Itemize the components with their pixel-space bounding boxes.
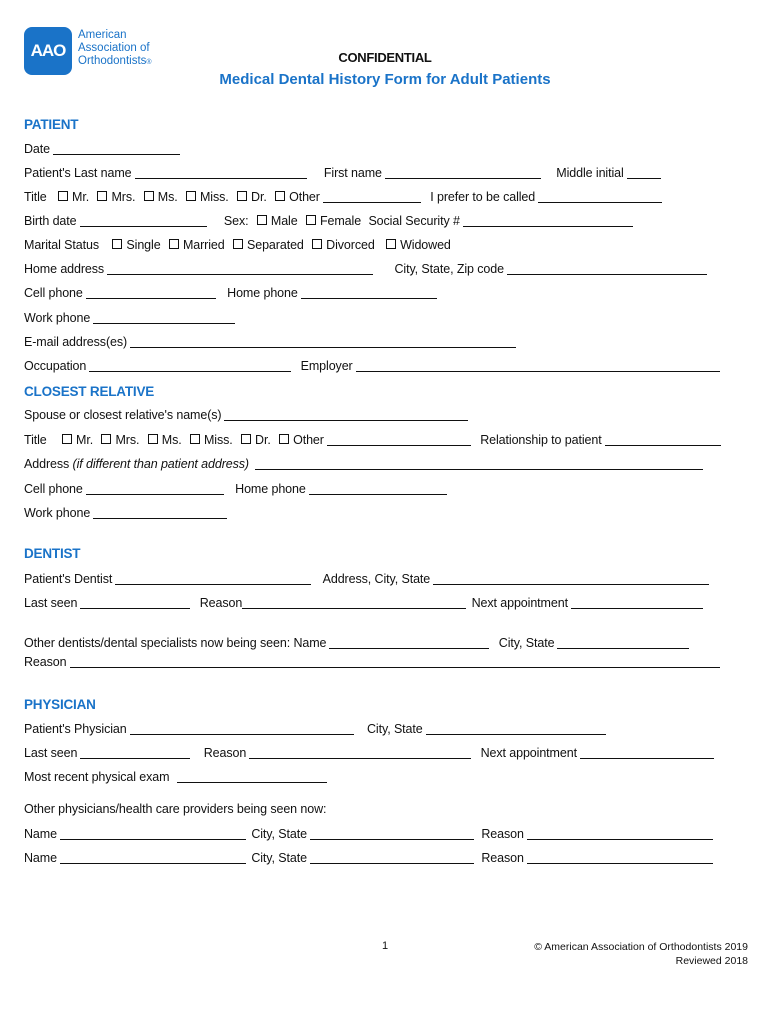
dentist-name-field[interactable] <box>115 573 311 585</box>
section-patient: PATIENT <box>24 117 79 132</box>
dentist-last-seen-field[interactable] <box>80 597 190 609</box>
cell-phone-field[interactable] <box>86 287 216 299</box>
email-field[interactable] <box>130 336 516 348</box>
provider-2-reason-field[interactable] <box>527 852 713 864</box>
occupation-row: Occupation Employer <box>24 359 720 373</box>
dr-checkbox[interactable] <box>237 191 247 201</box>
birth-date-field[interactable] <box>80 215 207 227</box>
section-physician: PHYSICIAN <box>24 697 96 712</box>
provider-1-reason-field[interactable] <box>527 828 713 840</box>
relative-mr-checkbox[interactable] <box>62 434 72 444</box>
birth-row: Birth date Sex: Male Female Social Security # <box>24 214 633 228</box>
relative-cell-phone-field[interactable] <box>86 483 224 495</box>
single-checkbox[interactable] <box>112 239 122 249</box>
female-checkbox[interactable] <box>306 215 316 225</box>
relative-title-row: Title Mr. Mrs. Ms. Miss. Dr. Other Relationship to patient <box>24 433 721 447</box>
work-phone-row: Work phone <box>24 311 235 325</box>
other-dentist-city-state-field[interactable] <box>557 637 689 649</box>
section-dentist: DENTIST <box>24 546 81 561</box>
relative-phone-row: Cell phone Home phone <box>24 482 447 496</box>
home-address-field[interactable] <box>107 263 373 275</box>
ms-checkbox[interactable] <box>144 191 154 201</box>
miss-checkbox[interactable] <box>186 191 196 201</box>
physician-visit-row: Last seen Reason Next appointment <box>24 746 714 760</box>
spouse-row: Spouse or closest relative's name(s) <box>24 408 468 422</box>
relative-name-field[interactable] <box>224 409 468 421</box>
dentist-visit-row: Last seen Reason Next appointment <box>24 596 703 610</box>
physician-next-appointment-field[interactable] <box>580 747 714 759</box>
physician-city-state-field[interactable] <box>426 723 606 735</box>
date-row: Date <box>24 142 180 156</box>
male-checkbox[interactable] <box>257 215 267 225</box>
physician-row: Patient's Physician City, State <box>24 722 606 736</box>
phone-row: Cell phone Home phone <box>24 286 437 300</box>
relative-home-phone-field[interactable] <box>309 483 447 495</box>
copyright-text: © American Association of Orthodontists 2019 <box>534 941 748 953</box>
dentist-row: Patient's Dentist Address, City, State <box>24 572 709 586</box>
relative-work-phone-row: Work phone <box>24 506 227 520</box>
provider-1-city-state-field[interactable] <box>310 828 474 840</box>
divorced-checkbox[interactable] <box>312 239 322 249</box>
email-row: E-mail address(es) <box>24 335 516 349</box>
name-row: Patient's Last name First name Middle initial <box>24 166 661 180</box>
home-phone-field[interactable] <box>301 287 437 299</box>
other-title-field[interactable] <box>323 191 421 203</box>
logo-line-3: Orthodontists® <box>78 55 152 67</box>
other-dentist-name-field[interactable] <box>329 637 489 649</box>
dentist-address-field[interactable] <box>433 573 709 585</box>
date-field[interactable] <box>53 143 180 155</box>
relative-work-phone-field[interactable] <box>93 507 227 519</box>
copyright-block <box>534 940 748 968</box>
occupation-field[interactable] <box>89 360 291 372</box>
relative-address-row: Address (if different than patient address) <box>24 457 703 471</box>
provider-row-1: Name City, State Reason <box>24 827 713 841</box>
logo-line-1: American <box>78 29 127 41</box>
relative-other-checkbox[interactable] <box>279 434 289 444</box>
physician-reason-field[interactable] <box>249 747 471 759</box>
confidential-label: CONFIDENTIAL <box>338 50 432 65</box>
dentist-reason-field[interactable] <box>242 597 466 609</box>
other-providers-heading: Other physicians/health care providers being seen now: <box>24 802 327 816</box>
title-row: Title Mr. Mrs. Ms. Miss. Dr. Other I prefer to be called <box>24 190 662 204</box>
mrs-checkbox[interactable] <box>97 191 107 201</box>
provider-2-city-state-field[interactable] <box>310 852 474 864</box>
work-phone-field[interactable] <box>93 312 235 324</box>
page-number: 1 <box>382 940 389 952</box>
dentist-next-appointment-field[interactable] <box>571 597 703 609</box>
middle-initial-field[interactable] <box>627 167 661 179</box>
logo-line-2: Association of <box>78 42 150 54</box>
other-dentist-reason-field[interactable] <box>70 656 720 668</box>
relative-mrs-checkbox[interactable] <box>101 434 111 444</box>
section-closest-relative: CLOSEST RELATIVE <box>24 384 155 399</box>
marital-row: Marital Status Single Married Separated Divorced Widowed <box>24 238 451 252</box>
aao-logo-mark: AAO <box>24 27 72 75</box>
last-name-field[interactable] <box>135 167 307 179</box>
mr-checkbox[interactable] <box>58 191 68 201</box>
other-checkbox[interactable] <box>275 191 285 201</box>
preferred-name-field[interactable] <box>538 191 662 203</box>
provider-1-name-field[interactable] <box>60 828 246 840</box>
relative-miss-checkbox[interactable] <box>190 434 200 444</box>
employer-field[interactable] <box>356 360 720 372</box>
home-address-row: Home address City, State, Zip code <box>24 262 707 276</box>
physician-name-field[interactable] <box>130 723 354 735</box>
other-dentists-row: Other dentists/dental specialists now being seen: Name City, State <box>24 636 689 650</box>
relative-other-title-field[interactable] <box>327 434 471 446</box>
physician-last-seen-field[interactable] <box>80 747 190 759</box>
city-state-zip-field[interactable] <box>507 263 707 275</box>
relative-ms-checkbox[interactable] <box>148 434 158 444</box>
provider-2-name-field[interactable] <box>60 852 246 864</box>
first-name-field[interactable] <box>385 167 541 179</box>
form-title: Medical Dental History Form for Adult Patients <box>219 71 551 88</box>
widowed-checkbox[interactable] <box>386 239 396 249</box>
other-dentists-reason-row: Reason <box>24 655 720 669</box>
relative-dr-checkbox[interactable] <box>241 434 251 444</box>
physical-exam-field[interactable] <box>177 771 327 783</box>
relationship-field[interactable] <box>605 434 721 446</box>
reviewed-text: Reviewed 2018 <box>675 955 748 967</box>
relative-address-field[interactable] <box>255 458 703 470</box>
physical-exam-row: Most recent physical exam <box>24 770 327 784</box>
provider-row-2: Name City, State Reason <box>24 851 713 865</box>
ssn-field[interactable] <box>463 215 633 227</box>
married-checkbox[interactable] <box>169 239 179 249</box>
registered-mark: ® <box>146 59 152 66</box>
separated-checkbox[interactable] <box>233 239 243 249</box>
